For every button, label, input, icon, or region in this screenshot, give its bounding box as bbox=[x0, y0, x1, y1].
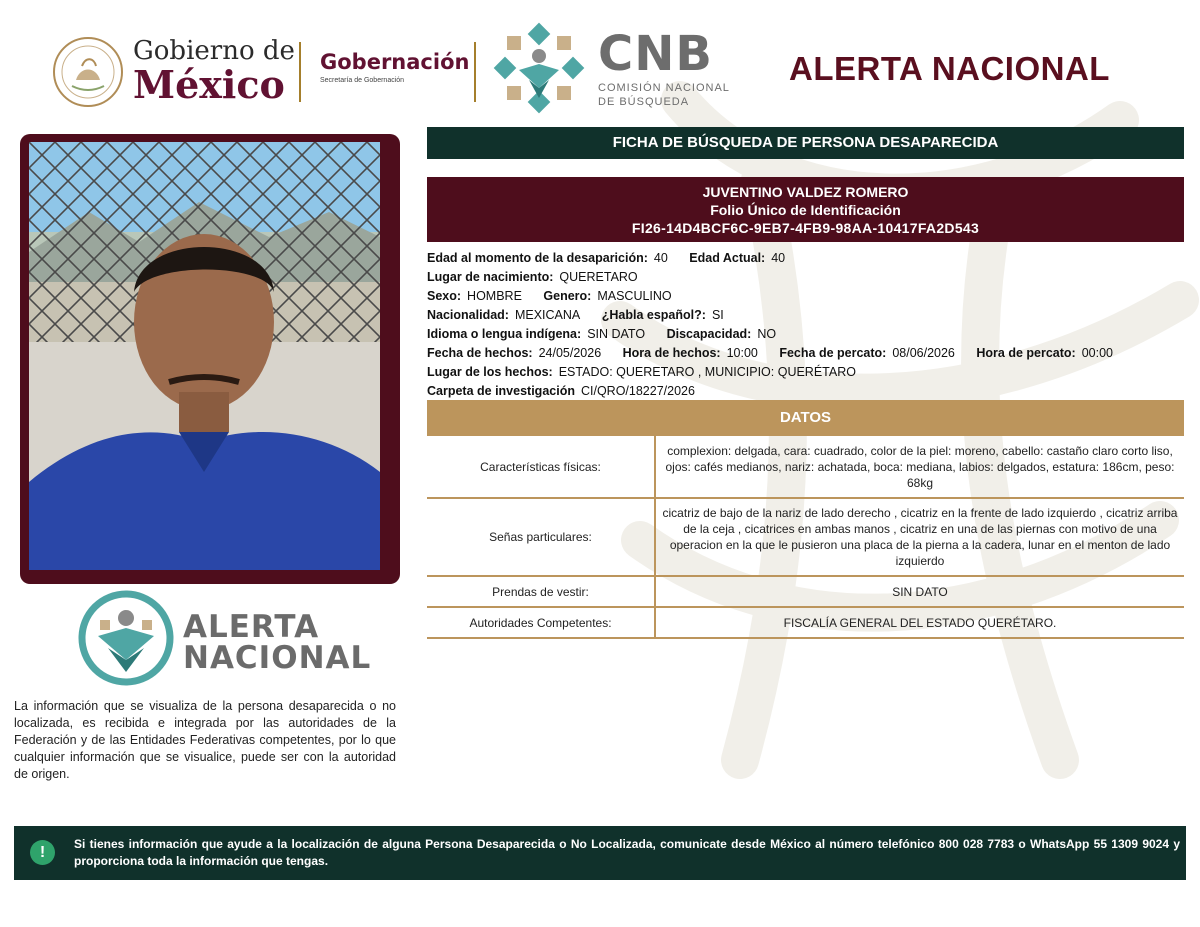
caracteristicas-label: Características físicas: bbox=[427, 436, 655, 498]
table-row bbox=[427, 436, 1184, 498]
idioma-label: Idioma o lengua indígena: bbox=[427, 327, 582, 341]
footer-text: Si tienes información que ayude a la localización de alguna Persona Desaparecida o No Localizada, comunicate desde México al número telefónico 800 028 7783 o WhatsApp 55 1309 9024 y proporciona toda la información que tengas. bbox=[74, 837, 1180, 868]
edad-actual-label: Edad Actual: bbox=[689, 251, 766, 265]
footer-banner bbox=[14, 826, 1186, 880]
hora-percato-value: 00:00 bbox=[1081, 346, 1113, 360]
cnb-title: CNB bbox=[598, 26, 713, 82]
fecha-hechos-label: Fecha de hechos: bbox=[427, 346, 533, 360]
discapacidad-label: Discapacidad: bbox=[666, 327, 752, 341]
photo-frame bbox=[20, 134, 400, 584]
lugar-hechos-label: Lugar de los hechos: bbox=[427, 365, 553, 379]
fecha-percato-value: 08/06/2026 bbox=[892, 346, 955, 360]
caracteristicas-value: complexion: delgada, cara: cuadrado, color de la piel: moreno, cabello: castaño claro corto liso, ojos: cafés medianos, nariz: achatada, boca: mediana, labios: delgados, estatura: 186cm, peso: 68kg bbox=[655, 436, 1184, 498]
info-row bbox=[427, 306, 1184, 325]
alerta-nacional-emblem-icon bbox=[78, 590, 174, 686]
gobernacion-title: Gobernación bbox=[320, 50, 470, 74]
alerta-nacional-logo-text bbox=[183, 609, 372, 676]
header-divider bbox=[474, 42, 476, 102]
autoridades-label: Autoridades Competentes: bbox=[427, 607, 655, 638]
info-row bbox=[427, 287, 1184, 306]
person-name: JUVENTINO VALDEZ ROMERO bbox=[702, 184, 909, 200]
genero-value: MASCULINO bbox=[597, 289, 672, 303]
folio-label: Folio Único de Identificación bbox=[710, 202, 901, 218]
header bbox=[0, 0, 1200, 125]
cnb-subtitle-1: COMISIÓN NACIONAL bbox=[598, 82, 730, 94]
exclamation-icon: ! bbox=[30, 840, 55, 865]
prendas-label: Prendas de vestir: bbox=[427, 576, 655, 607]
senas-value: cicatriz de bajo de la nariz de lado derecho , cicatriz en la frente de lado izquierdo , cicatriz arriba de la ceja , cicatrices en ambas manos , cicatriz en una de las piernas con motivo de una operacion en la que le pusieron una placa de la pierna a la cadera, lunar en el menton de lado izquierdo bbox=[655, 498, 1184, 576]
datos-table bbox=[427, 436, 1184, 639]
hora-hechos-label: Hora de hechos: bbox=[622, 346, 721, 360]
missing-person-photo bbox=[29, 142, 380, 570]
habla-espanol-label: ¿Habla español?: bbox=[601, 308, 706, 322]
table-row bbox=[427, 498, 1184, 576]
fecha-hechos-value: 24/05/2026 bbox=[538, 346, 602, 360]
page-title: ALERTA NACIONAL bbox=[789, 50, 1110, 87]
lugar-nacimiento-value: QUERETARO bbox=[559, 270, 638, 284]
sexo-label: Sexo: bbox=[427, 289, 462, 303]
nacional-word: NACIONAL bbox=[183, 640, 372, 676]
person-info bbox=[427, 249, 1184, 401]
person-name-block bbox=[427, 177, 1184, 242]
info-row bbox=[427, 382, 1184, 401]
genero-label: Genero: bbox=[543, 289, 592, 303]
hora-hechos-value: 10:00 bbox=[726, 346, 758, 360]
cnb-subtitle-2: DE BÚSQUEDA bbox=[598, 95, 690, 108]
cnb-emblem-icon bbox=[493, 22, 585, 114]
edad-desaparicion-label: Edad al momento de la desaparición: bbox=[427, 251, 648, 265]
mexico-line: México bbox=[133, 62, 285, 107]
alerta-word: ALERTA bbox=[183, 609, 320, 645]
mexico-seal-icon bbox=[52, 36, 124, 108]
edad-actual-value: 40 bbox=[771, 251, 786, 265]
gobierno-line: Gobierno de bbox=[133, 36, 295, 66]
idioma-value: SIN DATO bbox=[587, 327, 646, 341]
ficha-heading: FICHA DE BÚSQUEDA DE PERSONA DESAPARECIDA bbox=[427, 127, 1184, 159]
autoridades-value: FISCALÍA GENERAL DEL ESTADO QUERÉTARO. bbox=[655, 607, 1184, 638]
senas-label: Señas particulares: bbox=[427, 498, 655, 576]
gobierno-mexico-logo bbox=[133, 36, 295, 107]
disclaimer-text: La información que se visualiza de la persona desaparecida o no localizada, es recibida e integrada por las autoridades de la Federación y de las Entidades Federativas competentes, por lo que cualquier información que se visualice, puede ser con la autoridad de origen. bbox=[14, 699, 396, 781]
discapacidad-value: NO bbox=[757, 327, 777, 341]
carpeta-label: Carpeta de investigación bbox=[427, 384, 575, 398]
info-row bbox=[427, 268, 1184, 287]
table-row bbox=[427, 607, 1184, 638]
table-row bbox=[427, 576, 1184, 607]
nacionalidad-value: MEXICANA bbox=[514, 308, 581, 322]
cnb-logo bbox=[598, 26, 730, 110]
info-row bbox=[427, 363, 1184, 382]
habla-espanol-value: SI bbox=[711, 308, 724, 322]
nacionalidad-label: Nacionalidad: bbox=[427, 308, 509, 322]
info-row bbox=[427, 344, 1184, 363]
carpeta-value: CI/QRO/18227/2026 bbox=[580, 384, 695, 398]
hora-percato-label: Hora de percato: bbox=[976, 346, 1076, 360]
folio-number: FI26-14D4BCF6C-9EB7-4FB9-98AA-10417FA2D543 bbox=[631, 220, 980, 236]
gobernacion-logo bbox=[320, 50, 469, 84]
sexo-value: HOMBRE bbox=[467, 289, 522, 303]
datos-heading: DATOS bbox=[427, 400, 1184, 436]
lugar-nacimiento-label: Lugar de nacimiento: bbox=[427, 270, 554, 284]
lugar-hechos-value: ESTADO: QUERETARO , MUNICIPIO: QUERÉTARO bbox=[558, 365, 856, 379]
header-divider bbox=[299, 42, 301, 102]
fecha-percato-label: Fecha de percato: bbox=[779, 346, 887, 360]
edad-desaparicion-value: 40 bbox=[653, 251, 668, 265]
info-row bbox=[427, 325, 1184, 344]
prendas-value: SIN DATO bbox=[655, 576, 1184, 607]
gobernacion-subtitle: Secretaría de Gobernación bbox=[320, 77, 405, 84]
info-row bbox=[427, 249, 1184, 268]
